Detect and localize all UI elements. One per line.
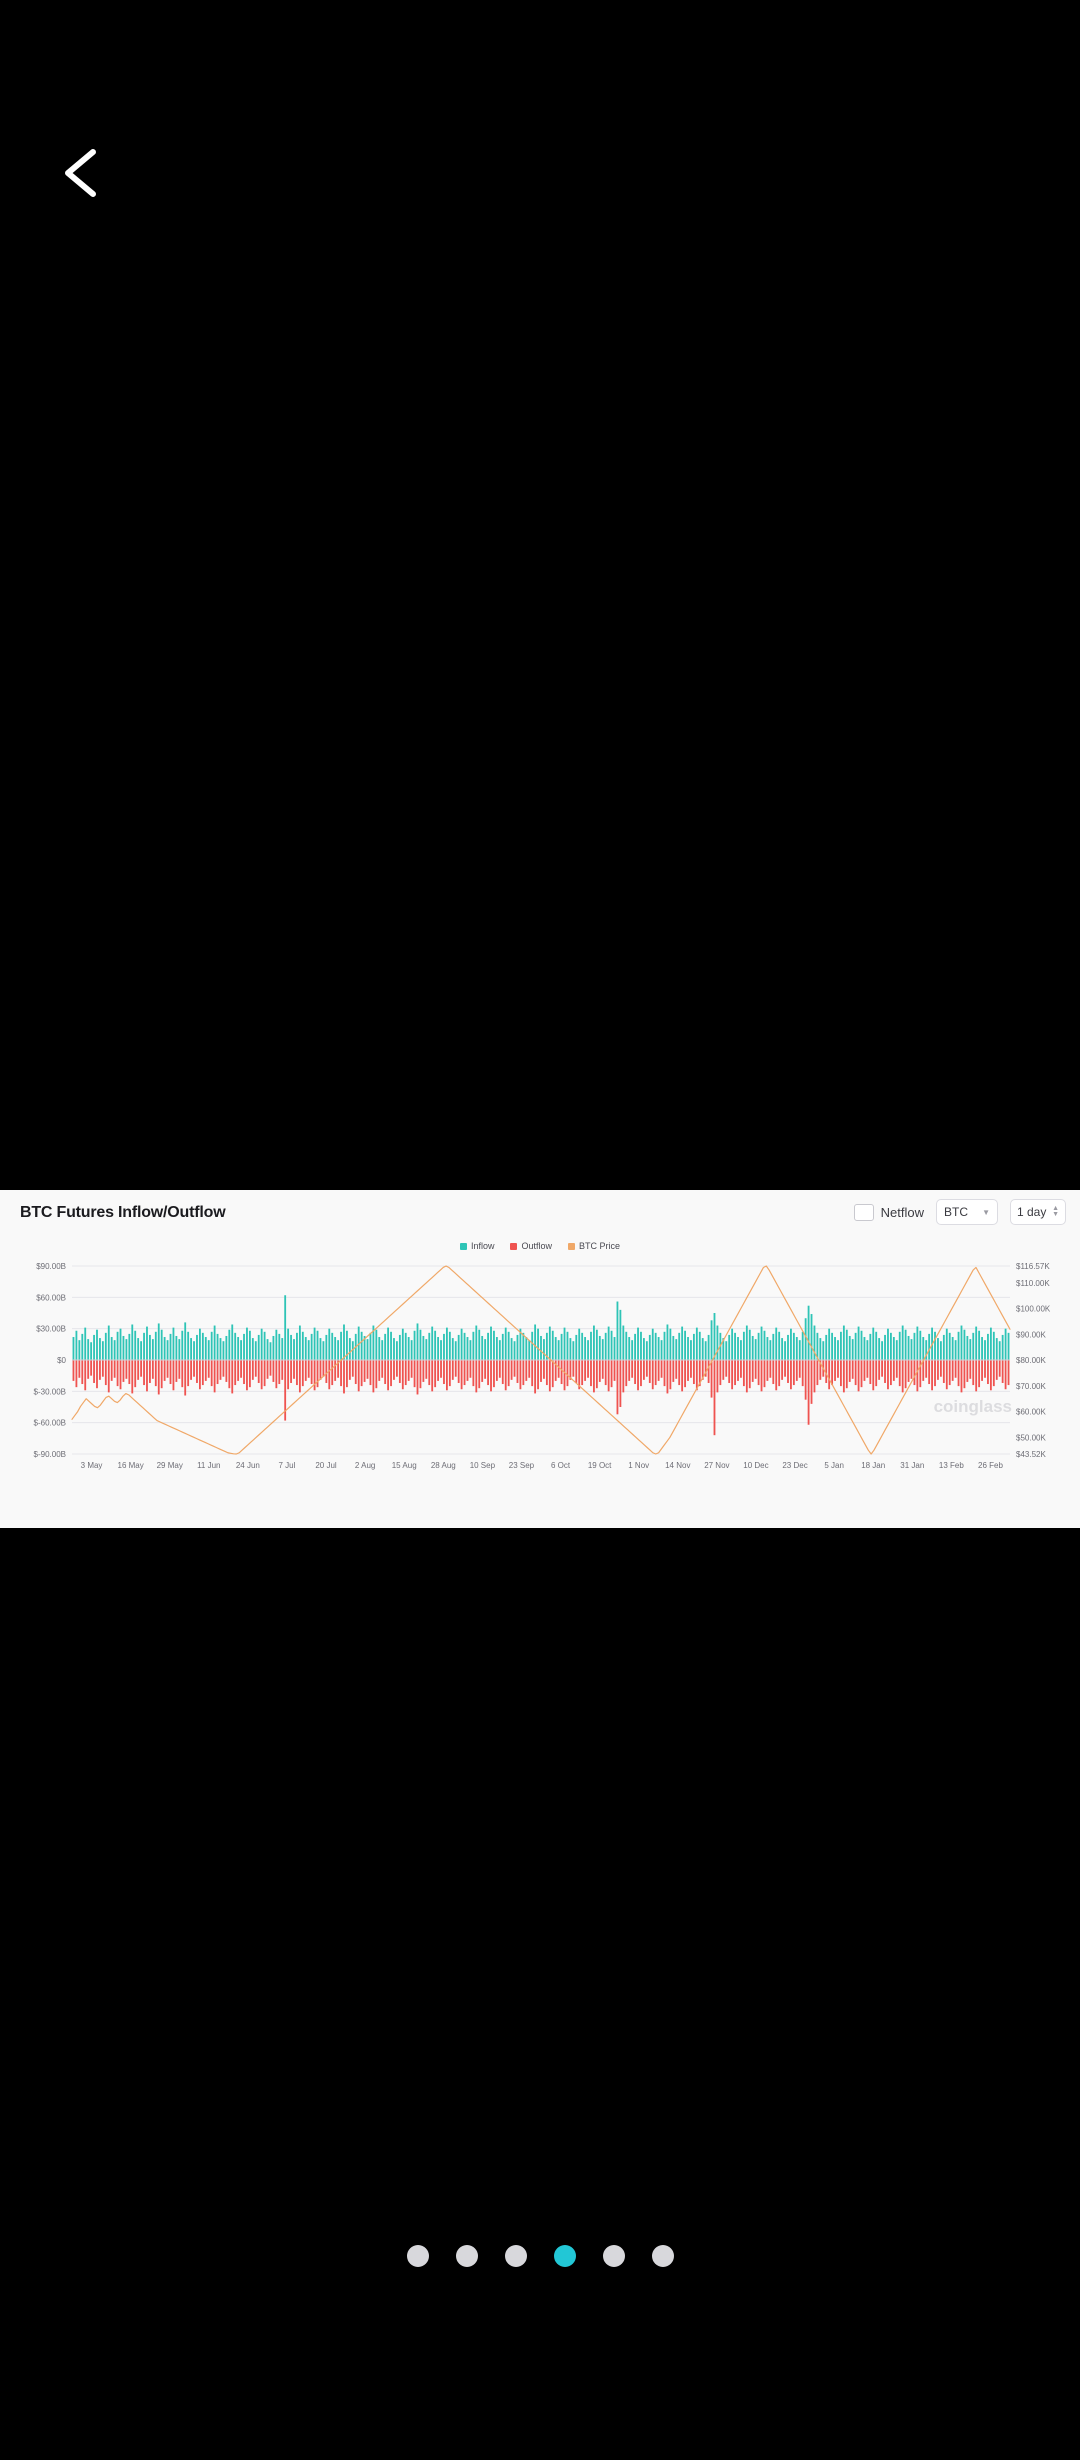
svg-text:31 Jan: 31 Jan	[900, 1461, 925, 1470]
chart-card-header	[0, 1190, 1080, 1240]
svg-text:$90.00B: $90.00B	[36, 1262, 66, 1271]
pagination-dot[interactable]	[603, 2245, 625, 2267]
svg-text:2 Aug: 2 Aug	[354, 1461, 376, 1470]
pagination-dot[interactable]	[652, 2245, 674, 2267]
back-button[interactable]	[46, 136, 120, 210]
pagination-dot[interactable]	[407, 2245, 429, 2267]
asset-select[interactable]	[936, 1199, 998, 1225]
svg-text:11 Jun: 11 Jun	[197, 1461, 221, 1470]
svg-text:24 Jun: 24 Jun	[235, 1461, 260, 1470]
chevron-left-icon	[46, 136, 120, 210]
svg-text:$0: $0	[57, 1356, 66, 1365]
chart-plot[interactable]	[0, 1258, 1080, 1488]
netflow-toggle[interactable]	[854, 1204, 924, 1221]
svg-text:3 May: 3 May	[80, 1461, 103, 1470]
svg-text:27 Nov: 27 Nov	[704, 1461, 730, 1470]
watermark: coinglass	[933, 1397, 1012, 1416]
svg-text:26 Feb: 26 Feb	[978, 1461, 1003, 1470]
svg-text:$80.00K: $80.00K	[1016, 1356, 1046, 1366]
svg-text:13 Feb: 13 Feb	[938, 1461, 964, 1470]
svg-text:15 Aug: 15 Aug	[391, 1461, 417, 1470]
svg-text:$-30.00B: $-30.00B	[33, 1387, 66, 1397]
page-title: BTC Futures Inflow/Outflow	[20, 1204, 226, 1221]
svg-text:$90.00K: $90.00K	[1016, 1330, 1046, 1340]
pagination-dots	[0, 2245, 1080, 2267]
svg-text:6 Oct: 6 Oct	[550, 1461, 571, 1470]
legend-item-inflow[interactable]	[460, 1241, 495, 1251]
chart-controls	[854, 1199, 1066, 1225]
svg-text:5 Jan: 5 Jan	[824, 1461, 844, 1470]
legend-swatch-btc-price	[568, 1243, 575, 1250]
legend-swatch-outflow	[510, 1243, 517, 1250]
netflow-checkbox[interactable]	[854, 1204, 874, 1221]
legend-swatch-inflow	[460, 1243, 467, 1250]
svg-text:28 Aug: 28 Aug	[430, 1461, 456, 1470]
svg-text:23 Dec: 23 Dec	[782, 1461, 808, 1470]
pagination-dot[interactable]	[505, 2245, 527, 2267]
svg-text:$70.00K: $70.00K	[1016, 1381, 1046, 1391]
svg-text:10 Dec: 10 Dec	[743, 1461, 769, 1470]
interval-stepper-value: 1 day	[1017, 1205, 1047, 1219]
chevron-down-icon: ▼	[982, 1207, 990, 1217]
chart-svg	[0, 1258, 1080, 1488]
pagination-dot[interactable]	[554, 2245, 576, 2267]
interval-stepper[interactable]	[1010, 1199, 1066, 1225]
svg-text:23 Sep: 23 Sep	[508, 1461, 535, 1470]
legend-item-outflow[interactable]	[510, 1241, 552, 1251]
legend-item-btc-price[interactable]	[568, 1241, 620, 1251]
pagination-dot[interactable]	[456, 2245, 478, 2267]
svg-text:$43.52K: $43.52K	[1016, 1450, 1046, 1459]
chart-legend	[0, 1238, 1080, 1254]
svg-text:$50.00K: $50.00K	[1016, 1433, 1046, 1443]
svg-text:$116.57K: $116.57K	[1016, 1262, 1050, 1271]
svg-text:$-90.00B: $-90.00B	[33, 1450, 66, 1459]
legend-label-outflow: Outflow	[521, 1241, 552, 1251]
svg-text:18 Jan: 18 Jan	[861, 1461, 886, 1470]
legend-label-inflow: Inflow	[470, 1241, 495, 1251]
stepper-arrows-icon: ▲ ▼	[1052, 1205, 1059, 1218]
svg-text:$100.00K: $100.00K	[1016, 1304, 1051, 1314]
chart-card	[0, 1190, 1080, 1528]
svg-text:$-60.00B: $-60.00B	[33, 1418, 66, 1428]
svg-text:20 Jul: 20 Jul	[315, 1461, 337, 1470]
svg-text:16 May: 16 May	[117, 1461, 144, 1470]
svg-text:29 May: 29 May	[156, 1461, 183, 1470]
svg-text:$60.00B: $60.00B	[36, 1293, 66, 1303]
svg-text:$60.00K: $60.00K	[1016, 1407, 1046, 1417]
svg-text:1 Nov: 1 Nov	[628, 1461, 650, 1470]
svg-text:19 Oct: 19 Oct	[587, 1461, 612, 1470]
svg-text:$110.00K: $110.00K	[1016, 1278, 1050, 1288]
svg-text:10 Sep: 10 Sep	[469, 1461, 496, 1470]
asset-select-value: BTC	[944, 1205, 968, 1219]
netflow-label: Netflow	[880, 1204, 924, 1220]
legend-label-btc-price: BTC Price	[579, 1241, 621, 1251]
svg-text:7 Jul: 7 Jul	[278, 1461, 296, 1470]
svg-text:$30.00B: $30.00B	[36, 1324, 66, 1334]
svg-text:14 Nov: 14 Nov	[665, 1461, 691, 1470]
